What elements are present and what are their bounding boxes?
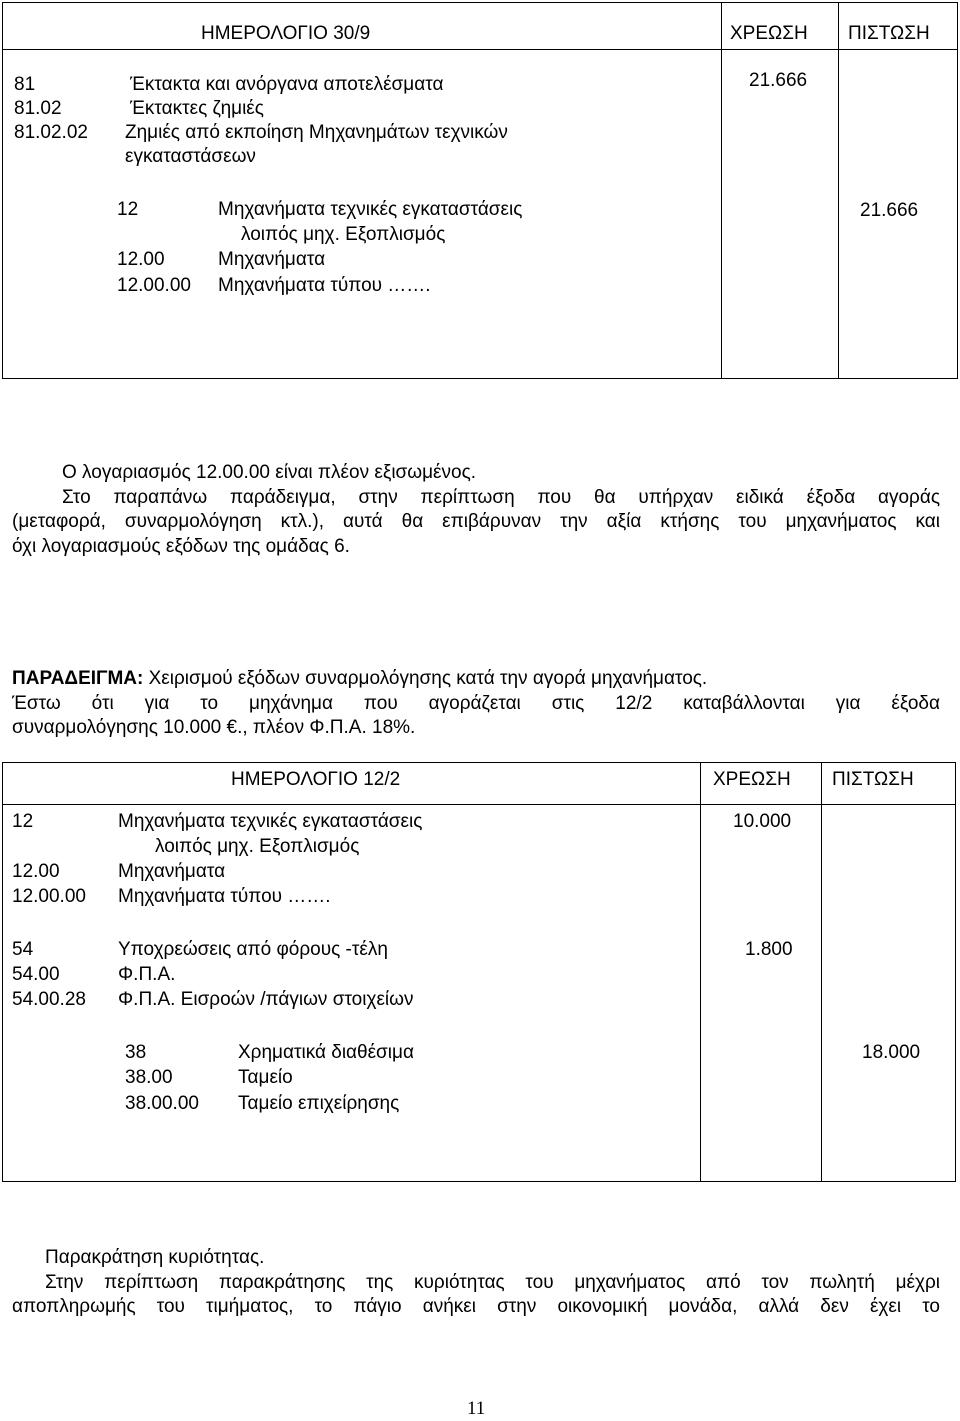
- header-divider: [3, 49, 957, 50]
- account-name: Ταμείο: [238, 1067, 293, 1088]
- account-name: Ζημιές από εκποίηση Μηχανημάτων τεχνικών: [125, 122, 508, 143]
- paragraph-line: (μεταφορά, συναρμολόγηση κτλ.), αυτά θα επιβάρυναν την αξία κτήσης του μηχανήματος και: [12, 511, 940, 532]
- paragraph-line: όχι λογαριασμούς εξόδων της ομάδας 6.: [12, 535, 350, 557]
- account-code: 81.02: [14, 98, 62, 119]
- account-code: 81.02.02: [14, 122, 88, 143]
- account-name: λοιπός μηχ. Εξοπλισμός: [241, 224, 446, 245]
- retention-paragraph: [12, 1246, 940, 1320]
- example-title: Χειρισμού εξόδων συναρμολόγησης κατά την αγορά μηχανήματος.: [143, 668, 708, 689]
- explanation-paragraph: [12, 461, 940, 559]
- account-name: Φ.Π.Α. Εισροών /πάγιων στοιχείων: [118, 989, 414, 1010]
- account-code: 81: [14, 74, 36, 95]
- debit-amount: 21.666: [749, 70, 808, 91]
- credit-column-divider: [838, 3, 839, 378]
- account-code: 12: [117, 199, 139, 220]
- example-label: ΠΑΡΑΔΕΙΓΜΑ:: [12, 668, 144, 689]
- account-name: Έκτακτα και ανόργανα αποτελέσματα: [130, 74, 444, 95]
- example-paragraph: [12, 667, 940, 741]
- page-number: 11: [467, 1398, 486, 1419]
- credit-amount: 21.666: [860, 200, 919, 221]
- section-heading: Παρακράτηση κυριότητας.: [45, 1247, 265, 1268]
- header-divider: [3, 804, 955, 805]
- journal-header: ΗΜΕΡΟΛΟΓΙΟ 30/9: [201, 23, 371, 44]
- paragraph-line: Στο παραπάνω παράδειγμα, στην περίπτωση που θα υπήρχαν ειδικά έξοδα αγοράς: [62, 486, 940, 508]
- account-name: Μηχανήματα τεχνικές εγκαταστάσεις: [118, 811, 423, 832]
- account-code: 12.00.00: [12, 886, 86, 907]
- debit-header: ΧΡΕΩΣΗ: [713, 769, 791, 790]
- account-code: 12: [12, 811, 34, 832]
- paragraph-line: συναρμολόγησης 10.000 €., πλέον Φ.Π.Α. 18%.: [12, 717, 416, 738]
- account-code: 54.00.28: [12, 989, 86, 1010]
- account-name: Μηχανήματα τύπου …….: [118, 886, 331, 907]
- paragraph-line: Έστω ότι για το μηχάνημα που αγοράζεται στις 12/2 καταβάλλονται για έξοδα: [12, 692, 940, 714]
- account-name: Μηχανήματα: [218, 249, 326, 270]
- credit-header: ΠΙΣΤΩΣΗ: [848, 23, 930, 44]
- account-code: 12.00.00: [117, 275, 191, 296]
- account-code: 38: [125, 1042, 147, 1063]
- credit-amount: 18.000: [862, 1042, 921, 1063]
- paragraph-line: αποπληρωμής του τιμήματος, το πάγιο ανήκει στην οικονομική μονάδα, αλλά δεν έχει το: [12, 1296, 940, 1317]
- account-code: 12.00: [117, 249, 165, 270]
- account-name: εγκαταστάσεων: [125, 146, 256, 167]
- account-name: Μηχανήματα: [118, 861, 226, 882]
- account-code: 54: [12, 939, 34, 960]
- journal-entry-30-9: [2, 2, 958, 379]
- debit-amount: 10.000: [733, 811, 792, 832]
- account-name: Έκτακτες ζημιές: [130, 98, 264, 119]
- journal-header: ΗΜΕΡΟΛΟΓΙΟ 12/2: [231, 769, 401, 790]
- account-code: 54.00: [12, 964, 60, 985]
- paragraph-line: Ο λογαριασμός 12.00.00 είναι πλέον εξισωμένος.: [62, 462, 477, 483]
- account-code: 38.00.00: [125, 1093, 199, 1114]
- account-name: Μηχανήματα τεχνικές εγκαταστάσεις: [218, 199, 523, 220]
- account-name: Ταμείο επιχείρησης: [238, 1093, 400, 1114]
- paragraph-line: Στην περίπτωση παρακράτησης της κυριότητας του μηχανήματος από τον πωλητή μέχρι: [45, 1271, 940, 1293]
- account-name: Υποχρεώσεις από φόρους -τέλη: [118, 939, 388, 960]
- debit-column-divider: [721, 3, 722, 378]
- account-name: λοιπός μηχ. Εξοπλισμός: [155, 836, 360, 857]
- account-name: Χρηματικά διαθέσιμα: [238, 1042, 414, 1063]
- account-name: Φ.Π.Α.: [118, 964, 176, 985]
- debit-column-divider: [700, 763, 701, 1181]
- account-code: 12.00: [12, 861, 60, 882]
- account-name: Μηχανήματα τύπου …….: [218, 275, 431, 296]
- credit-header: ΠΙΣΤΩΣΗ: [832, 769, 914, 790]
- account-code: 38.00: [125, 1067, 173, 1088]
- credit-column-divider: [821, 763, 822, 1181]
- debit-amount: 1.800: [745, 939, 793, 960]
- debit-header: ΧΡΕΩΣΗ: [730, 23, 808, 44]
